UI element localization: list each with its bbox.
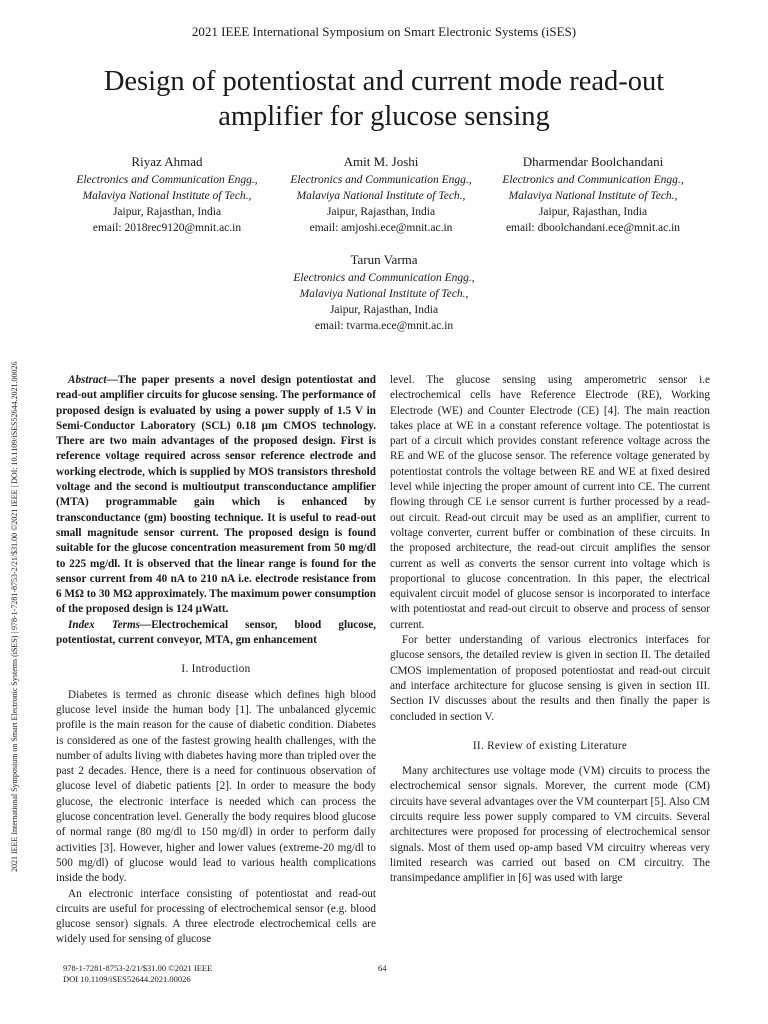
author-email: email: 2018rec9120@mnit.ac.in [92,222,242,234]
title-line-2: amplifier for glucose sensing [218,101,550,132]
side-copyright-text: 2021 IEEE International Symposium on Smart Electronic Systems (iSES) | 978-1-7281-8753-2/21/$31.00 ©2021 IEEE | DOI: 10.1109/iSES52644.2021.00026 [10,361,19,872]
footer-isbn: 978-1-7281-8753-2/21/$31.00 ©2021 IEEE [63,963,213,973]
author-dept: Electronics and Communication Engg., [293,272,475,284]
author-city: Jaipur, Rajasthan, India [112,206,222,218]
author-name: Tarun Varma [350,252,418,267]
index-terms-text: —Electrochemical sensor, blood glucose, potentiostat, current conveyor, MTA, gm enhancement [56,618,376,647]
conference-header: 2021 IEEE International Symposium on Smart Electronic Systems (iSES) [191,24,577,39]
abstract-text: —The paper presents a novel design potentiostat and read-out amplifier circuits for glucose sensing. The performance of proposed design is evaluated by using a power supply of 1.5 V in Semi-Conductor Laboratory (SCL) 0.18 μm CMOS technology. There are two main advantages of the proposed design. First is reference voltage required across sensor reference electrode and working electrode, which is supplied by MOS transistors threshold voltage and the second is multioutput transconductance amplifier (MTA) programmable gain which is enhanced by transconductance (gm) boosting technique. It is useful to read-out small magnitude sensor current. The proposed design is found suitable for the glucose concentration measurement from 50 mg/dl to 225 mg/dl. It is observed that the linear range is found for the sensor current from 40 nA to 210 nA i.e. electrode resistance from 6 MΩ to 30 MΩ approximately. The maximum power consumption of the proposed design is 124 μWatt. [56,374,376,616]
author-block-3 [473,154,713,236]
author-name: Dharmendar Boolchandani [522,154,664,169]
body-paragraph: Diabetes is termed as chronic disease which defines high blood glucose level inside the human body [1]. The unbalanced glycemic profile is the main reason for the cause of diabetic condition. Diabetes is considered as one of the fastest growing health challenges, with the number of adults living with diabetes having more than tripled over the past 2 decades. Hence, there is a need for continuous observation of glucose level of diabetic patients [2]. In order to measure the body glucose, the electronic interface is needed which can process the glucose concentration level. Generally the body requires blood glucose of normal range (80 mg/dl to 150 mg/dl) in order to perform daily activities [3]. However, higher and lower values (extreme-20 mg/dl to 500 mg/dl) of glucose would lead to various health complications inside the body. [56,688,376,885]
author-dept: Electronics and Communication Engg., [290,174,472,186]
paper-title [40,64,728,134]
author-inst: Malaviya National Institute of Tech., [508,190,678,202]
section-title: Introduction [191,663,251,676]
author-city: Jaipur, Rajasthan, India [326,206,436,218]
left-column [56,373,376,948]
author-block-4 [264,252,504,334]
author-block-1 [47,154,287,236]
body-paragraph: For better understanding of various electronics interfaces for glucose sensors, the detailed review is given in section II. The detailed CMOS implementation of proposed potentiostat and read-out circuit and interface architecture for glucose sensing is given in section III. Section IV discusses about the results and then finally the paper is concluded in section V. [390,634,710,723]
body-paragraph: level. The glucose sensing using amperometric sensor i.e electrochemical cells have Reference Electrode (RE), Working Electrode (WE) and Counter Electrode (CE) [4]. The main reaction takes place at WE in a constant reference voltage. The potentiostat is part of a circuit which provides constant reference voltage across the RE and WE of the glucose sensor. The reference voltage generated by potentiostat controls the voltage between RE and WE at fixed desired level while injecting the proper amount of current into CE. The current flowing through CE i.e sensor current is further processed by a read-out circuit. Read-out circuit may be used as an amplifier, current to voltage converter, current buffer or combination of these circuits. In the proposed architecture, the read-out circuit amplifies the sensor current as well as converts the sensor current into voltage which is proportional to glucose concentration. In this paper, the electrical equivalent circuit model of glucose sensor is incorporated to interface with potentiostat and read-out circuit to observe and process of sensor current. [390,374,710,631]
author-email: email: amjoshi.ece@mnit.ac.in [309,222,453,234]
author-name: Amit M. Joshi [343,154,419,169]
abstract [56,373,376,618]
author-inst: Malaviya National Institute of Tech., [82,190,252,202]
author-block-2 [261,154,501,236]
author-name: Riyaz Ahmad [131,154,203,169]
section-number: I. [181,663,192,676]
section-heading-review [390,739,710,754]
author-inst: Malaviya National Institute of Tech., [296,190,466,202]
abstract-label: Abstract [68,374,107,386]
index-terms [56,618,376,649]
body-paragraph: An electronic interface consisting of potentiostat and read-out circuits are useful for processing of electrochemical sensor (e.g. blood glucose sensor) signals. A three electrode electrochemical cells are widely used for sensing of glucose [56,887,376,946]
right-column [390,373,710,887]
author-city: Jaipur, Rajasthan, India [329,304,439,316]
page-number: 64 [378,963,387,973]
author-inst: Malaviya National Institute of Tech., [299,288,469,300]
footer-copyright [63,963,212,985]
section-heading-introduction [56,662,376,677]
author-dept: Electronics and Communication Engg., [76,174,258,186]
body-paragraph: Many architectures use voltage mode (VM) circuits to process the electrochemical sensor signals. Morever, the current mode (CM) circuits have several advantages over the VM counterpart [5]. Also CM circuits require less power supply compared to VM circuits. Several architectures were proposed for processing of electrochemical sensor signals. Most of them used op-amp based VM circuitry whereas very limited research was carried out based on CM circuitry. The transimpedance amplifier in [6] was used with large [390,765,710,885]
section-number: II. [472,739,488,752]
index-terms-label: Index Terms [68,618,141,631]
author-email: email: dboolchandani.ece@mnit.ac.in [505,222,681,234]
footer-doi: DOI 10.1109/iSES52644.2021.00026 [63,974,191,984]
author-city: Jaipur, Rajasthan, India [538,206,648,218]
author-email: email: tvarma.ece@mnit.ac.in [314,320,454,332]
section-title: Review of existing Literature [487,739,628,752]
title-line-1: Design of potentiostat and current mode read-out [103,66,665,97]
author-dept: Electronics and Communication Engg., [502,174,684,186]
